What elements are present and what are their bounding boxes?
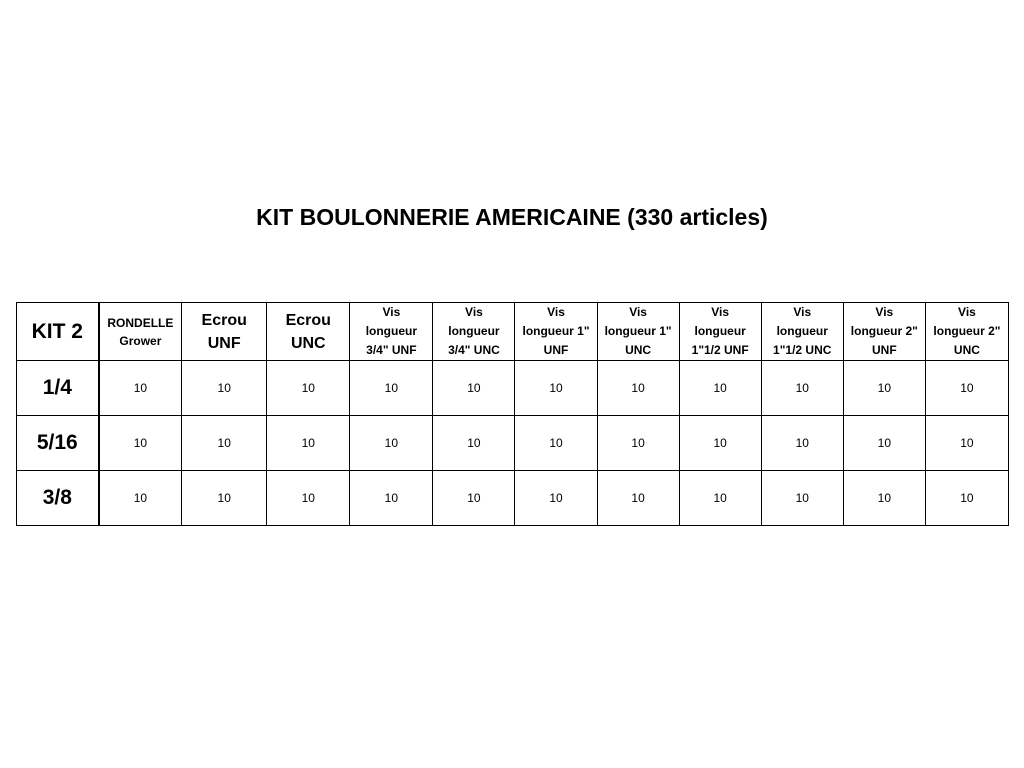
quantity-cell: 10 [433,471,515,526]
column-header-line: Ecrou [285,311,331,329]
quantity-cell: 10 [350,361,433,416]
quantity-cell: 10 [99,361,182,416]
quantity-cell: 10 [267,416,350,471]
quantity-cell: 10 [925,361,1008,416]
column-header-line: 1"1/2 UNF [691,343,749,357]
column-header-line: longueur 1" [604,324,672,338]
quantity-cell: 10 [597,361,679,416]
column-header-line: Vis [793,305,812,319]
column-header-line: Vis [547,305,565,319]
column-header-line: longueur 1" [522,324,590,338]
column-header [761,303,843,361]
column-header [843,303,925,361]
quantity-cell: 10 [515,471,597,526]
quantity-cell: 10 [761,416,843,471]
quantity-cell: 10 [515,416,597,471]
column-header-line: UNF [543,343,569,357]
column-header-line: longueur [365,324,418,338]
table-row [17,416,1009,471]
row-size-label: 3/8 [17,471,99,526]
column-header [597,303,679,361]
column-header [925,303,1008,361]
column-header-line: Vis [382,305,401,319]
column-header-line: RONDELLE [107,315,174,330]
column-header-line: longueur 2" [850,324,918,338]
table-body [17,361,1009,526]
quantity-cell: 10 [679,416,761,471]
quantity-cell: 10 [515,361,597,416]
quantity-cell: 10 [182,416,267,471]
column-header-line: 3/4" UNF [366,343,417,357]
row-size-label: 1/4 [17,361,99,416]
column-header-line: UNF [871,343,897,357]
column-header-line: Vis [465,305,483,319]
quantity-cell: 10 [182,361,267,416]
column-header-line: longueur [776,324,828,338]
quantity-cell: 10 [761,471,843,526]
column-header-line: Vis [711,305,730,319]
quantity-cell: 10 [925,471,1008,526]
column-header-line: 3/4" UNC [448,343,500,357]
quantity-cell: 10 [679,361,761,416]
quantity-cell: 10 [679,471,761,526]
quantity-cell: 10 [350,416,433,471]
column-header-line: Vis [958,305,976,319]
column-header-line: longueur [448,324,500,338]
quantity-cell: 10 [182,471,267,526]
column-header [679,303,761,361]
quantity-cell: 10 [267,471,350,526]
quantity-cell: 10 [597,471,679,526]
quantity-cell: 10 [843,471,925,526]
quantity-cell: 10 [99,416,182,471]
column-header-line: Grower [119,333,162,348]
kit-label: KIT 2 [17,303,99,361]
quantity-cell: 10 [433,416,515,471]
quantity-cell: 10 [267,361,350,416]
quantity-cell: 10 [925,416,1008,471]
column-header-line: UNC [290,334,326,352]
column-header [350,303,433,361]
row-size-label: 5/16 [17,416,99,471]
column-header-line: Vis [629,305,647,319]
column-header-line: longueur 2" [933,324,1001,338]
column-header [267,303,350,361]
column-header-line: UNC [625,343,652,357]
table-header-row [17,303,1009,361]
quantity-cell: 10 [433,361,515,416]
quantity-cell: 10 [597,416,679,471]
quantity-cell: 10 [99,471,182,526]
column-header-line: longueur [694,324,746,338]
column-header-line: UNC [953,343,980,357]
quantity-cell: 10 [843,416,925,471]
quantity-cell: 10 [350,471,433,526]
column-header [182,303,267,361]
quantity-cell: 10 [843,361,925,416]
column-header-line: UNF [207,334,241,352]
table-row [17,361,1009,416]
kit-table [16,302,1009,526]
column-header-line: 1"1/2 UNC [773,343,832,357]
column-header [99,303,182,361]
column-header [433,303,515,361]
quantity-cell: 10 [761,361,843,416]
table-row [17,471,1009,526]
column-header [515,303,597,361]
page-title: KIT BOULONNERIE AMERICAINE (330 articles) [256,204,768,230]
column-header-line: Vis [875,305,894,319]
column-header-line: Ecrou [201,311,247,329]
